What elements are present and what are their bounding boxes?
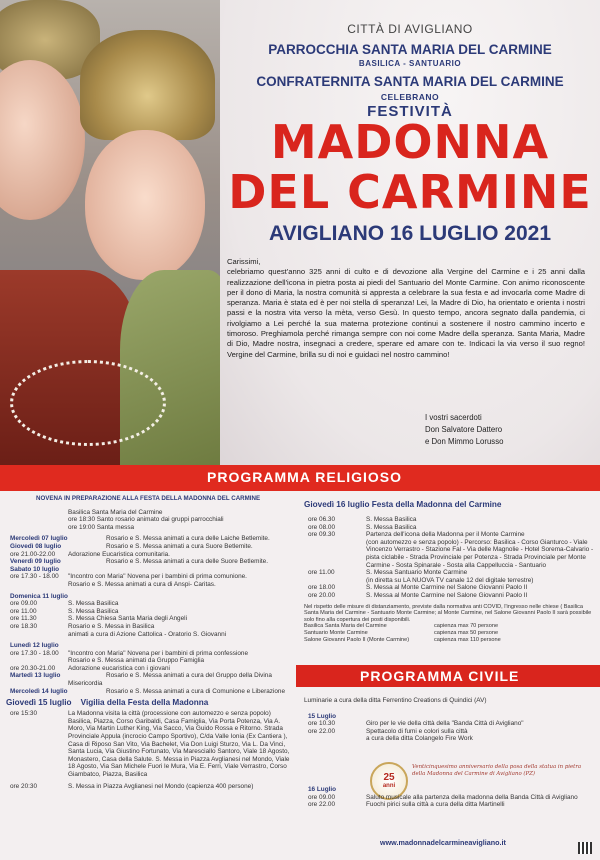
schedule-text: (con automezzo e senza popolo) - Percorso: Basilica - Corso Gianturco - Viale Vincenzo Verrastro - Stazione Fal - Via delle Magnolie - Hotel Sorema-Calvario - pista ciclabile - Strada Provinciale per Potenza - Strada Provinciale per Monte Carmine - Sosta Spinarale - Sosta alla Cappelluccia - Santuario bbox=[366, 538, 594, 569]
seal-number: 25 bbox=[383, 771, 395, 783]
capacity-value: capienza max 70 persone bbox=[434, 623, 499, 630]
schedule-text: Adorazione Eucaristica comunitaria. bbox=[68, 550, 170, 558]
schedule-time: ore 18.00 bbox=[308, 584, 336, 592]
schedule-row bbox=[304, 516, 596, 524]
schedule-text bbox=[106, 642, 296, 650]
schedule-text: Basilica Santa Maria del Carmine bbox=[68, 508, 163, 516]
schedule-row bbox=[6, 783, 296, 791]
pearl-necklace bbox=[10, 360, 166, 446]
religious-right-column bbox=[304, 500, 596, 643]
schedule-time: ore 17.30 - 18.00 bbox=[10, 573, 59, 581]
title-line-1: MADONNA bbox=[270, 115, 550, 169]
signature-line-1: I vostri sacerdoti bbox=[425, 413, 482, 422]
schedule-row bbox=[6, 650, 296, 658]
schedule-time bbox=[6, 509, 68, 517]
schedule-time: ore 10.30 bbox=[308, 720, 336, 728]
schedule-row bbox=[304, 531, 596, 539]
capacity-value: capienza max 50 persone bbox=[434, 629, 499, 636]
letter-signature bbox=[425, 412, 503, 448]
schedule-text: animati a cura di Azione Cattolica - Oratorio S. Giovanni bbox=[68, 630, 227, 638]
schedule-row bbox=[304, 539, 596, 569]
capacity-place: Basilica Santa Maria del Carmine bbox=[304, 623, 387, 630]
schedule-row bbox=[304, 735, 596, 743]
schedule-time: Mercoledì 07 luglio bbox=[10, 535, 68, 543]
title-line-2: DEL CARMINE bbox=[228, 165, 592, 219]
schedule-text: S. Messa Chiesa Santa Maria degli Angeli bbox=[68, 615, 188, 623]
schedule-time: ore 09.30 bbox=[308, 531, 336, 539]
child-face bbox=[85, 130, 205, 280]
schedule-time: ore 09.00 bbox=[10, 600, 38, 608]
schedule-time bbox=[6, 516, 68, 524]
capacity-row bbox=[304, 630, 596, 637]
schedule-text: Rosario e S. Messa in Basilica bbox=[68, 622, 155, 630]
capacity-place: Santuario Monte Carmine bbox=[304, 629, 368, 636]
schedule-time bbox=[6, 631, 68, 639]
schedule-time bbox=[6, 680, 68, 688]
schedule-time: ore 15:30 bbox=[10, 710, 38, 718]
schedule-text bbox=[404, 713, 596, 721]
schedule-text: Spettacolo di fumi e colori sulla città bbox=[366, 727, 468, 735]
schedule-time bbox=[6, 581, 68, 589]
schedule-text: Misericordia bbox=[68, 680, 103, 688]
schedule-time: 16 Luglio bbox=[308, 786, 337, 793]
schedule-row bbox=[304, 569, 596, 577]
capacity-row bbox=[304, 623, 596, 630]
schedule-row bbox=[6, 718, 296, 779]
schedule-text: "Incontro con Maria" Novena per i bambini di prima confessione bbox=[68, 649, 249, 657]
schedule-text: ore 18:30 Santo rosario animato dai gruppi parrocchiali bbox=[68, 516, 224, 524]
letter bbox=[227, 257, 585, 360]
schedule-row bbox=[6, 593, 296, 601]
schedule-time: ore 11.00 bbox=[10, 607, 37, 615]
schedule-row bbox=[6, 558, 296, 566]
festivita-label: FESTIVITÀ bbox=[367, 103, 453, 120]
schedule-text: Rosario e S. Messa animati a cura di Anspi- Caritas. bbox=[68, 580, 216, 588]
schedule-text: Fuochi pirici sulla città a cura della ditta Martinelli bbox=[366, 801, 505, 809]
day16-title: Giovedì 16 luglio Festa della Madonna del Carmine bbox=[304, 500, 502, 509]
schedule-text: Partenza dell'icona della Madonna per il Monte Carmine bbox=[366, 531, 525, 539]
schedule-time: ore 11.00 bbox=[308, 569, 335, 577]
schedule-time bbox=[304, 735, 366, 743]
schedule-row bbox=[6, 509, 296, 517]
schedule-time bbox=[6, 524, 68, 532]
civil-program bbox=[304, 697, 596, 743]
schedule-row bbox=[6, 615, 296, 623]
schedule-time: ore 21.00-22.00 bbox=[10, 550, 56, 558]
schedule-text bbox=[106, 593, 296, 601]
website-link[interactable]: www.madonnadelcarmineavigliano.it bbox=[380, 838, 506, 847]
schedule-text: S. Messa Basilica bbox=[366, 523, 417, 531]
schedule-row bbox=[304, 584, 596, 592]
schedule-time: ore 11.30 bbox=[10, 615, 37, 623]
schedule-row bbox=[6, 623, 296, 631]
schedule-row bbox=[6, 657, 296, 665]
day15-schedule bbox=[6, 710, 296, 790]
schedule-text: a cura della ditta Colangelo Fire Work bbox=[366, 735, 473, 743]
schedule-time bbox=[304, 577, 366, 585]
schedule-row bbox=[6, 551, 296, 559]
schedule-time: ore 18.30 bbox=[10, 622, 38, 630]
parish-subtitle: BASILICA - SANTUARIO bbox=[358, 59, 462, 68]
seal-sub: anni bbox=[382, 782, 396, 789]
schedule-text: Rosario e S. Messa animati a cura del Gruppo della Divina bbox=[106, 672, 272, 680]
schedule-row bbox=[6, 631, 296, 639]
schedule-row bbox=[6, 665, 296, 673]
covid-note: Nel rispetto delle misure di distanziamento, previste dalla normativa anti COVID, l'ingresso nelle chiese ( Basilica Santa Maria del Carmine - Santuario Monte Carmine; al Monte Carmine, nel Salone Giovanni Paolo II sarà possibile solo fino alla copertura dei posti disponibili. bbox=[304, 603, 592, 623]
schedule-text: Rosario e S. Messa animati da Gruppo Famiglia bbox=[68, 657, 205, 665]
qr-code-icon bbox=[578, 842, 592, 854]
schedule-time: ore 08.00 bbox=[308, 523, 336, 531]
schedule-time: Giovedì 08 luglio bbox=[10, 542, 62, 550]
religious-left-column bbox=[6, 495, 296, 790]
schedule-row bbox=[304, 592, 596, 600]
letter-body: celebriamo quest'anno 325 anni di culto e di devozione alla Vergine del Carmine e i 25 anni dalla realizzazione dell'icona in pietra posta ai piedi del Santuario del Monte Carmine. Con animo riconoscente per il dono di Maria, la nostra comunità si appresta a celebrare la sua festa e ad invocarla come Madre di speranza. Maria è stata ed è per noi stella di speranza! Lei, la Madre di Dio, ha orientato e orienta i nostri passi e la nostra vita verso la mèta, verso Gesù. In questo tempo, ancora segnato dalla pandemia, ci rivolgiamo a Lei perché la sua materna protezione continui a sostenere il nostro cammino incerto e timoroso. Preghiamola perché rimanga sempre con noi come Madre della speranza. Santa Maria, Madre di Dio, Madre nostra, insegnaci a credere, sperare ed amare con te. Indicaci la via verso il suo regno! Vergine del Carmine, brilla su di noi e guidaci nel nostro cammino! bbox=[227, 267, 585, 359]
schedule-time: ore 17.30 - 18.00 bbox=[10, 649, 59, 657]
schedule-row bbox=[304, 794, 596, 802]
schedule-row bbox=[6, 710, 296, 718]
signature-line-3: e Don Mimmo Lorusso bbox=[425, 437, 504, 446]
day16-schedule bbox=[304, 516, 596, 600]
schedule-row bbox=[6, 600, 296, 608]
signature-line-2: Don Salvatore Dattero bbox=[425, 425, 503, 434]
schedule-row bbox=[6, 524, 296, 532]
schedule-time: Martedì 13 luglio bbox=[10, 672, 61, 680]
schedule-time: Lunedì 12 luglio bbox=[10, 642, 59, 650]
schedule-text: S. Messa Santuario Monte Carmine bbox=[366, 569, 468, 577]
schedule-time: ore 09.00 bbox=[308, 793, 336, 801]
schedule-text: "Incontro con Maria" Novena per i bambini di prima comunione. bbox=[68, 573, 247, 581]
celebrano-label: CELEBRANO bbox=[380, 92, 440, 102]
civil-schedule-15 bbox=[304, 713, 596, 743]
schedule-row bbox=[6, 581, 296, 589]
child-crown bbox=[80, 30, 215, 140]
capacity-list bbox=[304, 623, 596, 643]
civil-schedule-16 bbox=[304, 786, 596, 809]
schedule-text: (in diretta su LA NUOVA TV canale 12 del digitale terrestre) bbox=[366, 576, 534, 584]
civil-program-16 bbox=[304, 786, 596, 809]
lights-note: Luminarie a cura della ditta Ferrentino Creations di Quindici (AV) bbox=[304, 697, 487, 704]
schedule-time: 15 Luglio bbox=[308, 712, 337, 720]
schedule-text: Rosario e S. Messa animati a cura di Comunione e Liberazione bbox=[106, 687, 286, 695]
confraternity-name: CONFRATERNITA SANTA MARIA DEL CARMINE bbox=[256, 74, 564, 89]
schedule-text: Rosario e S. Messa animati a cura delle Suore Betlemite. bbox=[106, 558, 268, 566]
schedule-time: ore 22.00 bbox=[308, 801, 336, 809]
schedule-text: S. Messa in Piazza Avglianesi nel Mondo (capienza 400 persone) bbox=[68, 782, 254, 790]
schedule-row bbox=[6, 516, 296, 524]
schedule-text: S. Messa Basilica bbox=[68, 600, 119, 608]
schedule-text: Rosario e S. Messa animati a cura Suore Betlemite. bbox=[106, 542, 253, 550]
schedule-time bbox=[6, 718, 68, 779]
schedule-text: Adorazione eucaristica con i giovani bbox=[68, 664, 170, 672]
schedule-row bbox=[6, 642, 296, 650]
capacity-value: capienza max 110 persone bbox=[434, 636, 501, 643]
schedule-row bbox=[304, 720, 596, 728]
schedule-row bbox=[6, 535, 296, 543]
schedule-row bbox=[6, 680, 296, 688]
schedule-text: S. Messa al Monte Carmine nel Salone Giovanni Paolo II bbox=[366, 584, 528, 592]
madonna-face bbox=[0, 60, 85, 220]
schedule-time: Sabato 10 luglio bbox=[10, 565, 60, 573]
schedule-time: ore 20.30-21.00 bbox=[10, 664, 56, 672]
schedule-row bbox=[6, 688, 296, 696]
schedule-row bbox=[6, 608, 296, 616]
day15-date: Giovedì 15 luglio bbox=[6, 698, 72, 708]
schedule-text: La Madonna visita la città (processione con automezzo e senza popolo) bbox=[68, 710, 271, 718]
schedule-time: ore 06.30 bbox=[308, 516, 336, 523]
parish-name: PARROCCHIA SANTA MARIA DEL CARMINE bbox=[268, 42, 552, 57]
schedule-row bbox=[6, 573, 296, 581]
novena-schedule bbox=[6, 509, 296, 696]
event-date: AVIGLIANO 16 LUGLIO 2021 bbox=[268, 222, 551, 245]
schedule-time: Domenica 11 luglio bbox=[10, 592, 68, 600]
schedule-time: ore 20:30 bbox=[10, 782, 38, 790]
schedule-text bbox=[404, 786, 596, 794]
schedule-time bbox=[6, 657, 68, 665]
capacity-place: Salone Giovanni Paolo II (Monte Carmine) bbox=[304, 636, 410, 643]
civil-program-title: PROGRAMMA CIVILE bbox=[360, 668, 520, 684]
schedule-text: Saluto musicale alla partenza della madonna della Banda Città di Avigliano bbox=[366, 793, 578, 801]
schedule-row bbox=[304, 577, 596, 585]
schedule-text: Rosario e S. Messa animati a cura delle Laiche Betlemite. bbox=[106, 535, 270, 543]
schedule-row bbox=[6, 543, 296, 551]
madonna-photo bbox=[0, 0, 220, 468]
schedule-row bbox=[6, 672, 296, 680]
schedule-row bbox=[304, 713, 596, 721]
schedule-row bbox=[304, 524, 596, 532]
schedule-text: Basilica, Piazza, Corso Garibaldi, Casa Famiglia, Via Porta Potenza, Via A. Moro, Via Martin Luther King, Via Sacco, Via Guido Rossa e Ritorno. Strada Provinciale Appula (incrocio Campo Sportivo), C/da Valle Ionia (Ex Cantiera ), Casa di Riposo San Vito, Via Bachelet, Via Don Luigi Sturzo, Via L. Da Vinci, Santa Lucia, Via Giustino Fortunato, Via Maresciallo Santoro, Viale 18 Agosto, Monastero, Casa della Salute. S. Messa in Piazza Avglianesi nel Mondo, Viale 18 Agosto, Via San Michele Fuori le Mura, Via E. Ferri, Viale Verrastro, Corso Giambatco, Piazza, Basilica bbox=[68, 717, 290, 778]
schedule-time: Mercoledì 14 luglio bbox=[10, 687, 68, 695]
schedule-time bbox=[304, 539, 366, 569]
schedule-text: Giro per le vie della città della "Banda Città di Avigliano" bbox=[366, 720, 524, 728]
day15-title bbox=[6, 698, 296, 708]
schedule-time: Venerdì 09 luglio bbox=[10, 558, 61, 566]
schedule-text: S. Messa Basilica bbox=[68, 607, 119, 615]
schedule-text: ore 19:00 Santa messa bbox=[68, 523, 135, 531]
schedule-time: ore 20.00 bbox=[308, 591, 336, 599]
schedule-row bbox=[304, 728, 596, 736]
capacity-row bbox=[304, 637, 596, 644]
schedule-row bbox=[6, 566, 296, 574]
novena-title: NOVENA IN PREPARAZIONE ALLA FESTA DELLA MADONNA DEL CARMINE bbox=[36, 495, 261, 502]
schedule-time: ore 22.00 bbox=[308, 727, 336, 735]
day15-subtitle: Vigilia della Festa della Madonna bbox=[80, 698, 209, 708]
schedule-text bbox=[106, 566, 296, 574]
letter-greeting: Carissimi, bbox=[227, 257, 261, 266]
schedule-text: S. Messa al Monte Carmine nel Salone Giovanni Paolo II bbox=[366, 591, 528, 599]
city-name: CITTÀ DI AVIGLIANO bbox=[347, 22, 473, 36]
schedule-row bbox=[304, 801, 596, 809]
schedule-text: S. Messa Basilica bbox=[366, 516, 417, 523]
religious-program-title: PROGRAMMA RELIGIOSO bbox=[207, 469, 403, 485]
anniversary-text: Venticinquesimo anniversario della posa della statua in pietra della Madonna del Carmine di Avigliano (PZ) bbox=[412, 764, 582, 777]
schedule-row bbox=[304, 786, 596, 794]
